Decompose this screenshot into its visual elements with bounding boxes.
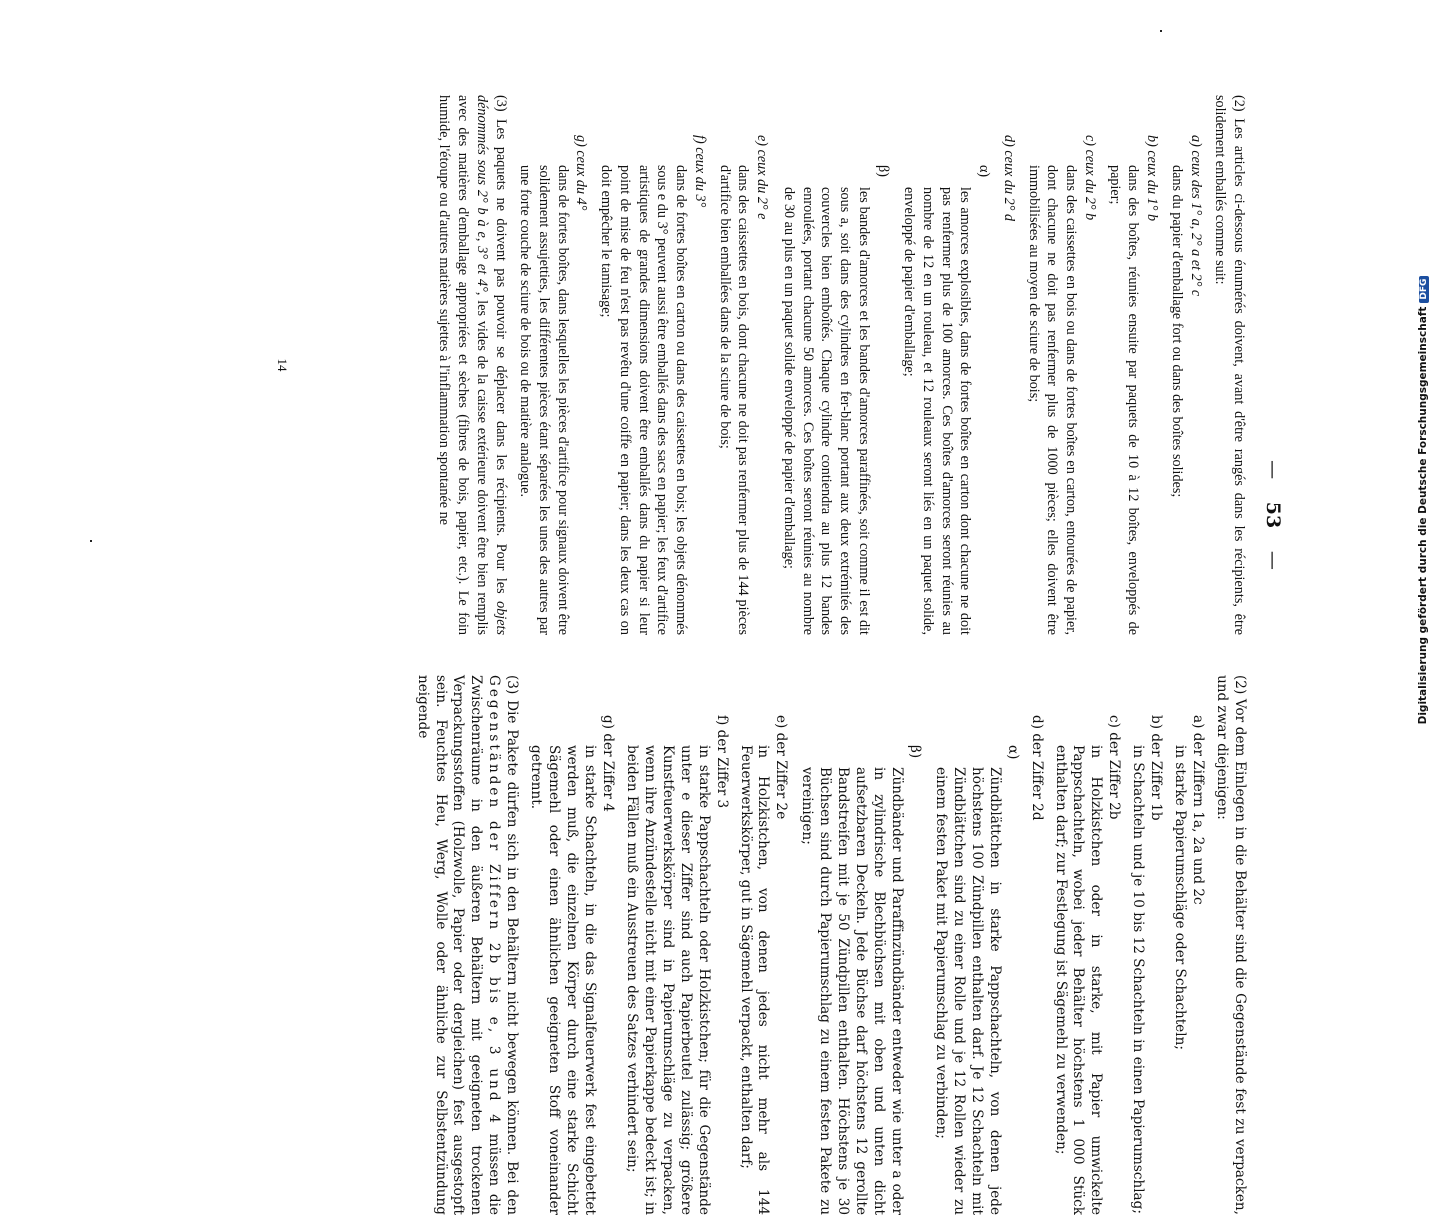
header-dash-left: — <box>1262 460 1284 480</box>
german-subitem-beta-label: β) <box>907 745 923 759</box>
french-paragraph-3 <box>435 95 510 635</box>
german-item-a-body: in starke Papierumschläge oder Schachteln; <box>1172 745 1189 1050</box>
digitization-credit <box>1417 100 1433 900</box>
french-item-f <box>597 95 709 635</box>
german-item-b <box>1128 675 1164 1215</box>
german-item-c-body: in Holzkistchen oder in starke, mit Papier umwickelte Pappschachteln, wobei jeder Behälter höchstens 1 000 Stück enthalten darf; zur Festlegung ist Sägemehl zu verwenden; <box>1052 745 1105 1215</box>
german-item-e <box>736 675 790 1215</box>
german-paragraph-3 <box>413 675 521 1215</box>
french-item-g-body: dans de fortes boîtes, dans lesquelles les pièces d'artifice pour signaux doivent être solidement assujetties, les différentes pièces étant séparées les unes des autres par une forte couche de sciure de bois ou de matière analogue. <box>517 165 571 635</box>
french-item-g <box>516 95 591 635</box>
french-item-c-body: dans des caissettes en bois ou dans de fortes boîtes en carton, entourées de papier, dont chacune ne doit pas renfermer plus de 1000 pièces; elles doivent être immobilisées au moyen de sciure de bois; <box>1025 165 1080 635</box>
french-item-f-head: f) ceux du 3° <box>691 135 708 208</box>
german-item-d <box>1027 675 1045 1215</box>
french-item-b <box>1105 95 1161 635</box>
french-subitem-alpha-text: les amorces explosibles, dans de fortes boîtes en carton dont chacune ne doit pas renfermer plus de 100 amorces. Ces boîtes d'amorces seront réunies au nombre de 12 en un rouleau, et 12 rouleaux seront liés en un paquet solide, enveloppé de papier d'emballage; <box>901 187 974 635</box>
french-item-e-head: e) ceux du 2° e <box>754 135 771 220</box>
header-dash-right: — <box>1262 550 1284 570</box>
french-subitem-beta-text: les bandes d'amorces et les bandes d'amorces paraffinées, soit comme il est dit sous a, soit dans des cylindres en fer-blanc portant aux deux extrémités des couvercles bien emboîtés. Chaque cylindre contiendra au plus 12 bandes enroulées, portant chacune 50 amorces. Ces boîtes seront réunies au nombre de 30 au plus en un paquet solide enveloppé de papier d'emballage; <box>780 187 872 635</box>
german-paragraph-3-spaced: Gegenständen der Ziffern 2b bis e, 3 und 4 <box>486 675 503 1126</box>
german-item-a-head: a) der Ziffern 1a, 2a und 2c <box>1190 715 1207 905</box>
german-item-f-head: f) der Ziffer 3 <box>713 715 730 809</box>
french-item-c <box>1024 95 1099 635</box>
german-subitem-alpha-text: Zündblättchen in starke Pappschachteln, von denen jede höchstens 100 Zündpillen enthalten darf. Je 12 Schachteln mit Zündblättchen sind zu einer Rolle und je 12 Rollen wieder zu einem festen Paket mit Papierumschlag zu verbinden; <box>932 767 1003 1215</box>
german-item-e-head: e) der Ziffer 2e <box>773 715 790 820</box>
french-paragraph-3-end: , les vides de la caisse extérieure doivent être bien remplis avec des matières d'emballage appropriées et sèches (fibres de bois, papier, etc.). Le foin humide, l'étoupe ou d'autres matières sujettes à l'inflammation spontanée ne <box>436 95 490 635</box>
footer-page-number: 14 <box>275 358 290 372</box>
german-item-b-body: in Schachteln und je 10 bis 12 Schachteln in einen Papierumschlag; <box>1130 745 1147 1214</box>
german-subitem-alpha-label: α) <box>1004 745 1021 760</box>
french-item-a <box>1167 95 1204 635</box>
french-item-d <box>999 95 1018 635</box>
french-item-b-body: dans des boîtes, réunies ensuite par paquets de 10 à 12 boîtes, enveloppés de papier; <box>1106 165 1142 635</box>
german-item-g-head: g) der Ziffer 4 <box>600 715 616 812</box>
german-subitem-beta-text: Zündbänder und Paraffinzündbänder entweder wie unter a oder in zylindrische Blechbüchsen mit oben und unten dicht aufsetzbaren Deckeln. Jede Büchse darf höchstens 12 gerollte Bandstreifen mit je 50 Zündpillen enthalten. Höchstens je 30 Büchsen sind durch Papierumschlag zu einem festen Pakete zu vereinigen; <box>799 767 906 1215</box>
french-subitem-beta-label: β) <box>874 165 891 177</box>
german-item-f-body: in starke Pappschachteln oder Holzkistchen; für die Gegenstände unter e dieser Ziffer sind auch Papierbeutel zulässig; größere Kunstfeuerwerkskörper sind in Papierumschläge zu verpacken, wenn ihre Anzündestelle nicht mit einer Papierkappe bedeckt ist; in beiden Fällen muß ein Ausstreuen des Satzes verhindert sein; <box>623 745 712 1215</box>
german-item-a <box>1170 675 1206 1215</box>
french-subitem-alpha <box>900 95 994 635</box>
german-item-c-head: c) der Ziffer 2b <box>1106 715 1123 820</box>
german-item-b-head: b) der Ziffer 1b <box>1148 715 1165 821</box>
german-paragraph-2-intro: (2) Vor dem Einlegen in die Behälter sind die Gegenstände fest zu verpacken, und zwar diejenigen: <box>1214 675 1248 1215</box>
german-item-e-body: in Holzkistchen, von denen jedes nicht mehr als 144 Feuerwerkskörper, gut in Sägemehl verpackt, enthalten darf; <box>737 745 772 1215</box>
digitization-credit-text: Digitalisierung gefördert durch die Deutsche Forschungsgemeinschaft <box>1417 306 1429 725</box>
german-item-c <box>1051 675 1123 1215</box>
french-item-e-body: dans des caissettes en bois, dont chacune ne doit pas renfermer plus de 144 pièces d'artifice bien emballées dans de la sciure de bois; <box>716 165 752 635</box>
german-item-d-head: d) der Ziffer 2d <box>1028 715 1045 821</box>
french-item-f-body: dans de fortes boîtes en carton ou dans des caissettes en bois; les objets dénommés sous e du 3° peuvent aussi être emballés dans des sacs en papier; les feux d'artifice artistiques de grandes dimensions doivent être emballés dans du papier si leur point de mise de feu n'est pas revêtu d'une coiffe en papier; dans les deux cas on doit empêcher le tamisage; <box>598 165 690 635</box>
german-subitem-alpha <box>931 675 1021 1215</box>
french-item-c-head: c) ceux du 2° b <box>1081 135 1098 221</box>
german-item-g <box>526 675 616 1215</box>
french-subitem-beta <box>779 95 891 635</box>
french-paragraph-2-intro: (2) Les articles ci-dessous énumérés doivent, avant d'être rangés dans les récipients, être solidement emballés comme suit: <box>1212 95 1247 635</box>
scan-speck <box>1160 30 1162 32</box>
french-item-d-head: d) ceux du 2° d <box>1000 135 1017 222</box>
french-item-b-head: b) ceux du 1° b <box>1144 135 1161 222</box>
french-column <box>427 95 1248 635</box>
german-item-f <box>622 675 730 1215</box>
french-paragraph-3-italic: objets dénommés sous 2° b à e, 3° et 4° <box>473 95 509 635</box>
page-header <box>1262 95 1284 935</box>
french-item-g-head: g) ceux du 4° <box>573 135 590 211</box>
dfg-logo: DFG <box>1419 276 1429 303</box>
german-paragraph-3-end: müssen die Zwischenräume in den äußeren Behältern mit geeigneten trockenen Verpackungsstoffen (Holzwolle, Papier oder dergleichen) fest ausgestopft sein. Feuchtes Heu, Werg, Wolle oder ähnliche zur Selbstentzündung neigende <box>414 675 503 1215</box>
french-item-a-body: dans du papier d'emballage fort ou dans des boîtes solides; <box>1168 165 1185 498</box>
scan-speck <box>90 540 92 542</box>
rotated-page <box>110 95 1290 1215</box>
german-column <box>405 675 1248 1215</box>
french-subitem-alpha-label: α) <box>976 165 993 178</box>
french-paragraph-3-start: (3) Les paquets ne doivent pas pouvoir se déplacer dans les récipients. Pour les <box>492 95 509 602</box>
german-subitem-beta <box>797 675 923 1215</box>
french-item-e <box>715 95 771 635</box>
german-item-g-body: in starke Schachteln, in die das Signalfeuerwerk fest eingebettet werden muß, die einzelnen Körper durch eine starke Schicht Sägemehl oder einen ähnlichen geeigneten Stoff voneinander getrennt. <box>528 745 599 1215</box>
french-item-a-head: a) ceux des 1° a, 2° a et 2° c <box>1187 135 1204 297</box>
german-paragraph-3-start: (3) Die Pakete dürfen sich in den Behältern nicht bewegen können. Bei den <box>504 675 521 1215</box>
page-number: 53 <box>1262 501 1284 529</box>
